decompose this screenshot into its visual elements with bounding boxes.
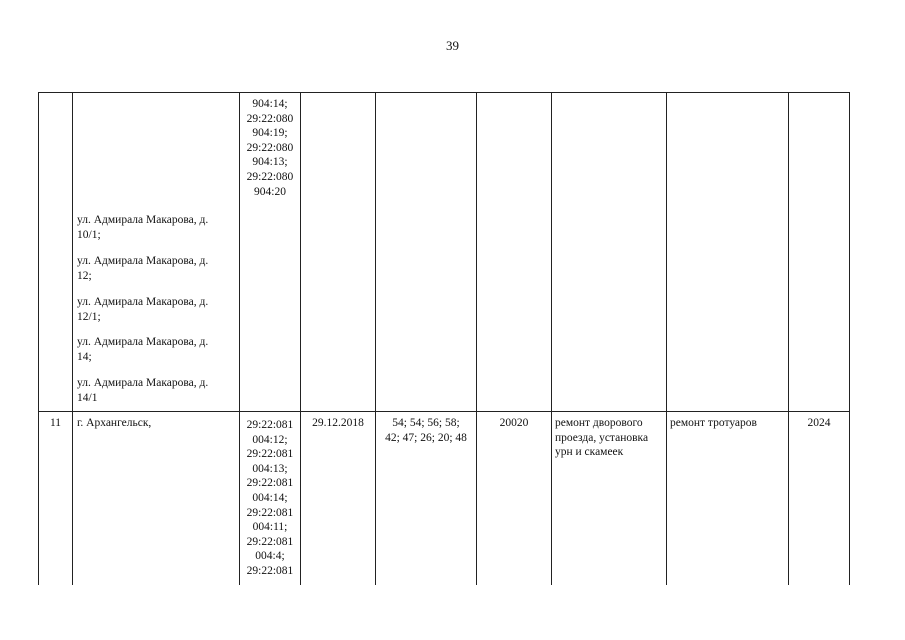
cadastral-line: 29:22:081 — [246, 419, 294, 431]
address-cell: г. Архангельск, — [77, 417, 152, 429]
address-line: 12; — [77, 269, 92, 282]
address-line: 14; — [77, 350, 92, 363]
cadastral-line: 904:13; — [252, 156, 288, 169]
cadastral-line: 29:22:081 — [246, 564, 294, 577]
address-line: ул. Адмирала Макарова, д. — [77, 255, 209, 267]
address-item — [77, 295, 237, 324]
work-line: проезда, установка — [555, 431, 649, 444]
cadastral-cell — [240, 418, 300, 579]
table-top-border — [38, 92, 849, 93]
cadastral-line: 004:14; — [252, 491, 288, 504]
address-item — [77, 254, 237, 283]
date-cell: 29.12.2018 — [312, 417, 364, 429]
column-border — [300, 92, 301, 585]
address-item — [77, 335, 237, 364]
column-border — [375, 92, 376, 585]
area-cell: 20020 — [499, 417, 529, 429]
page-number: 39 — [446, 38, 459, 53]
column-border — [666, 92, 667, 585]
address-item — [77, 376, 237, 405]
address-line: ул. Адмирала Макарова, д. — [77, 377, 209, 389]
column-border — [849, 92, 850, 585]
column-border — [788, 92, 789, 585]
cadastral-line: 29:22:080 — [246, 112, 294, 125]
address-line: ул. Адмирала Макарова, д. — [77, 214, 209, 226]
row-number: 11 — [49, 417, 62, 429]
address-item — [77, 213, 237, 242]
cadastral-line: 29:22:081 — [246, 448, 294, 461]
cadastral-line: 004:13; — [252, 462, 288, 475]
column-border — [551, 92, 552, 585]
cadastral-line: 004:4; — [255, 550, 285, 563]
address-line: ул. Адмирала Макарова, д. — [77, 336, 209, 348]
cadastral-line: 29:22:081 — [246, 506, 294, 519]
minimum-works-cell — [555, 416, 665, 460]
cadastral-line: 29:22:080 — [246, 170, 294, 183]
cadastral-line: 904:19; — [252, 127, 288, 140]
house-numbers-line: 54; 54; 56; 58; — [392, 417, 460, 429]
work-line: урн и скамеек — [555, 446, 624, 459]
cadastral-line: 29:22:081 — [246, 535, 294, 548]
row-divider — [38, 411, 849, 412]
house-numbers-line: 42; 47; 26; 20; 48 — [385, 431, 467, 444]
address-line: 14/1 — [77, 391, 98, 404]
column-border — [72, 92, 73, 585]
work-line: ремонт дворового — [555, 417, 643, 429]
cadastral-line: 29:22:081 — [246, 477, 294, 490]
additional-works-cell: ремонт тротуаров — [670, 417, 757, 429]
year-cell: 2024 — [807, 417, 831, 429]
address-line: ул. Адмирала Макарова, д. — [77, 296, 209, 308]
cadastral-line: 004:11; — [252, 521, 288, 534]
column-border — [476, 92, 477, 585]
house-numbers-cell — [376, 416, 476, 445]
address-line: 10/1; — [77, 228, 101, 241]
cadastral-line: 004:12; — [252, 433, 288, 446]
address-line: 12/1; — [77, 310, 101, 323]
cadastral-line: 29:22:080 — [246, 141, 294, 154]
cadastral-line: 904:20 — [254, 185, 286, 198]
column-border — [38, 92, 39, 585]
prev-cadastral-cell — [240, 97, 300, 199]
cadastral-line: 904:14; — [252, 98, 288, 110]
